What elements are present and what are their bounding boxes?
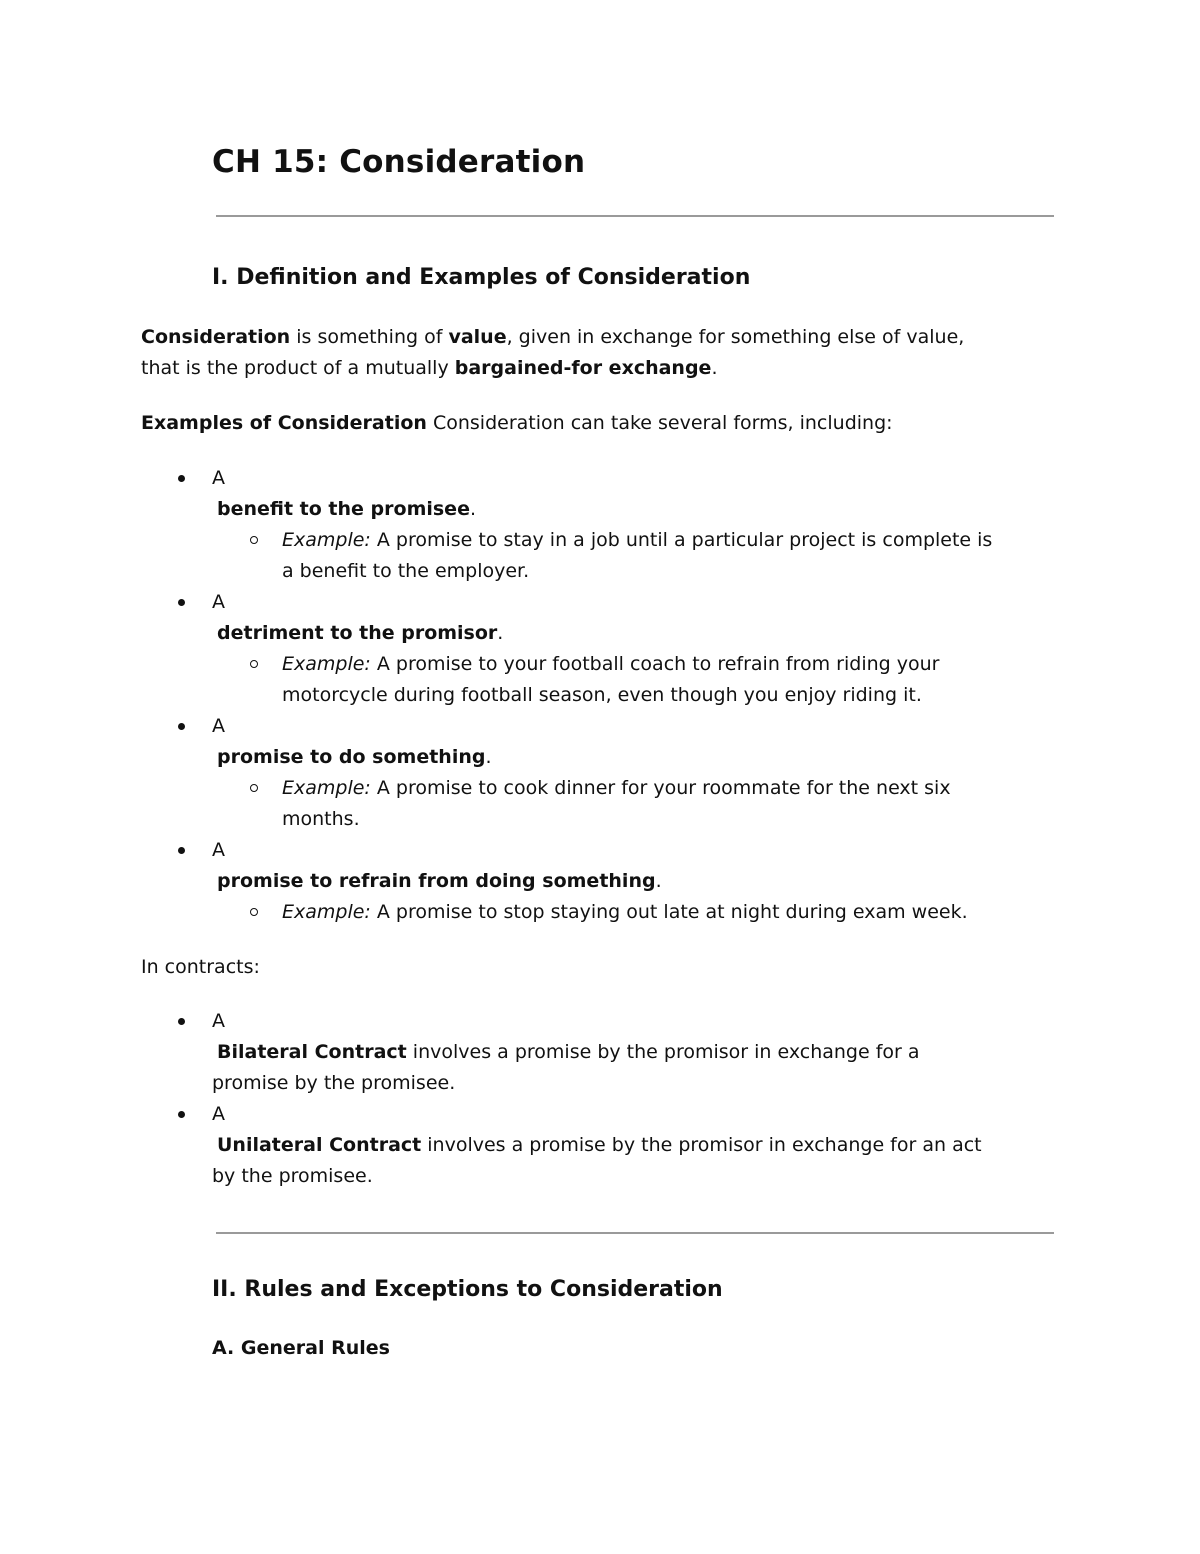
examples-intro-text: Consideration can take several forms, including:	[426, 412, 893, 434]
title-divider	[216, 215, 1054, 217]
contract-bold: Unilateral Contract	[217, 1134, 422, 1156]
subsection-heading: A. General Rules	[212, 1337, 390, 1359]
bullet-dot	[178, 1111, 185, 1118]
section-heading-2: II. Rules and Exceptions to Consideration	[212, 1277, 723, 1302]
bullet-text	[217, 868, 662, 894]
examples-intro	[141, 410, 893, 436]
example-text: A promise to stay in a job until a particular project is complete is	[370, 529, 993, 551]
definition-value-word: value	[448, 326, 507, 348]
sub-bullet-circle	[250, 536, 258, 544]
example-text: A promise to stop staying out late at night during exam week.	[370, 901, 968, 923]
example-text: A promise to cook dinner for your roommate for the next six	[370, 777, 951, 799]
bullet-marker: A	[212, 591, 225, 613]
bullet-dot	[178, 847, 185, 854]
bullet-marker: A	[212, 839, 225, 861]
bullet-marker: A	[212, 467, 225, 489]
bullet-marker: A	[212, 715, 225, 737]
section-heading-1: I. Definition and Examples of Consideration	[212, 265, 751, 290]
bullet-dot	[178, 475, 185, 482]
bullet-bold: detriment to the promisor	[217, 622, 498, 644]
contract-line-1	[217, 1132, 982, 1158]
example-line-1	[282, 527, 992, 553]
definition-text-1: is something of	[290, 326, 449, 348]
example-line-2: a benefit to the employer.	[282, 560, 530, 582]
bullet-bold: promise to refrain from doing something	[217, 870, 656, 892]
bullet-end: .	[485, 746, 492, 768]
contract-marker: A	[212, 1103, 225, 1125]
definition-end: .	[711, 357, 718, 379]
definition-bargained: bargained-for exchange	[454, 357, 712, 379]
contract-line-1	[217, 1039, 920, 1065]
sub-bullet-circle	[250, 908, 258, 916]
contract-marker: A	[212, 1010, 225, 1032]
section-divider	[216, 1232, 1054, 1234]
bullet-text	[217, 620, 503, 646]
example-label: Example:	[282, 653, 371, 675]
example-label: Example:	[282, 901, 371, 923]
definition-text-3: that is the product of a mutually	[141, 357, 455, 379]
example-label: Example:	[282, 529, 371, 551]
bullet-dot	[178, 599, 185, 606]
bullet-bold: promise to do something	[217, 746, 486, 768]
example-line-1	[282, 775, 951, 801]
example-line-2: months.	[282, 808, 360, 830]
example-line-1	[282, 651, 939, 677]
examples-intro-label: Examples of Consideration	[141, 412, 427, 434]
example-line-2: motorcycle during football season, even though you enjoy riding it.	[282, 684, 922, 706]
example-line-1	[282, 899, 968, 925]
sub-bullet-circle	[250, 784, 258, 792]
example-label: Example:	[282, 777, 371, 799]
definition-term: Consideration	[141, 326, 291, 348]
bullet-text	[217, 744, 492, 770]
contract-line-2: by the promisee.	[212, 1165, 373, 1187]
bullet-bold: benefit to the promisee	[217, 498, 470, 520]
definition-text-2: , given in exchange for something else of value,	[506, 326, 965, 348]
definition-line-1	[141, 324, 964, 350]
bullet-end: .	[469, 498, 477, 520]
contract-text: involves a promise by the promisor in exchange for an act	[421, 1134, 982, 1156]
example-text: A promise to your football coach to refrain from riding your	[370, 653, 940, 675]
bullet-dot	[178, 1018, 185, 1025]
contract-line-2: promise by the promisee.	[212, 1072, 456, 1094]
bullet-dot	[178, 723, 185, 730]
contracts-intro: In contracts:	[141, 956, 260, 978]
bullet-end: .	[497, 622, 504, 644]
contract-text: involves a promise by the promisor in exchange for a	[406, 1041, 920, 1063]
page-title: CH 15: Consideration	[212, 144, 586, 180]
bullet-text	[217, 496, 476, 522]
bullet-end: .	[655, 870, 662, 892]
definition-line-2	[141, 355, 718, 381]
sub-bullet-circle	[250, 660, 258, 668]
contract-bold: Bilateral Contract	[217, 1041, 407, 1063]
